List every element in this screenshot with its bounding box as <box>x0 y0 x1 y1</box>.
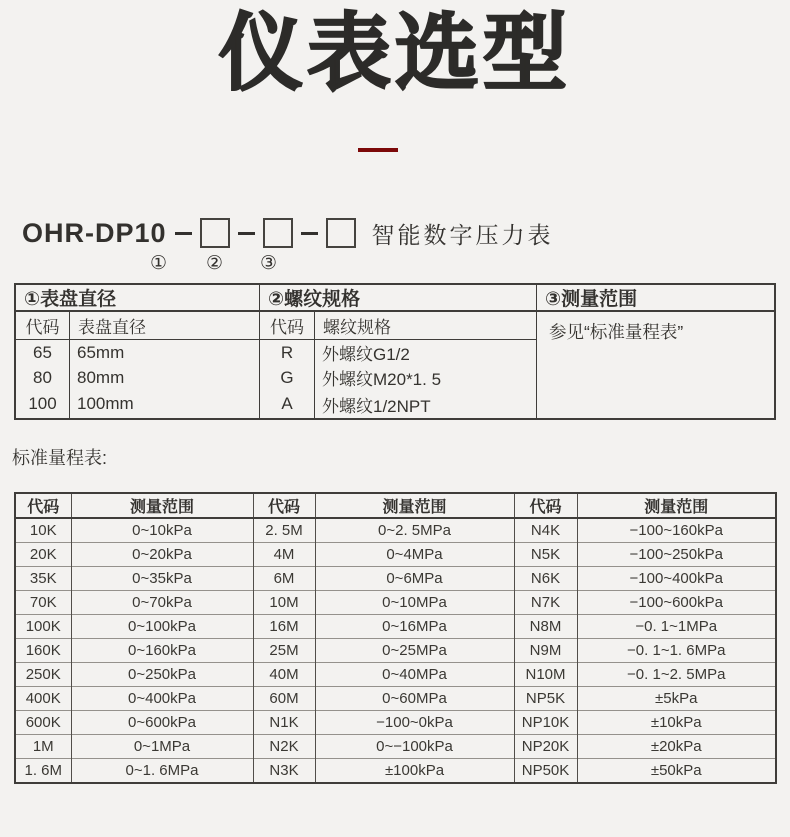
range-cell: 0~10MPa <box>315 591 514 615</box>
range-cell: 0~25MPa <box>315 639 514 663</box>
section-header-thread-spec: ②螺纹规格 <box>260 285 537 312</box>
code-cell: NP10K <box>514 711 577 735</box>
title-accent-dash <box>358 148 398 152</box>
table-row <box>15 759 776 784</box>
range-cell: 0~70kPa <box>71 591 253 615</box>
code-cell: N7K <box>514 591 577 615</box>
thread-code: A <box>260 390 315 418</box>
code-cell: N6K <box>514 567 577 591</box>
table-row <box>15 567 776 591</box>
range-cell: ±100kPa <box>315 759 514 784</box>
section-header-measure-range: ③测量范围 <box>537 285 774 312</box>
thread-code: R <box>260 340 315 365</box>
code-cell: N1K <box>253 711 315 735</box>
thread-value: 外螺纹1/2NPT <box>315 390 537 418</box>
range-cell: 0~4MPa <box>315 543 514 567</box>
dial-code: 65 <box>16 340 70 365</box>
range-table-body <box>15 518 776 783</box>
table-row <box>15 639 776 663</box>
range-cell: 0~35kPa <box>71 567 253 591</box>
range-cell: 0~10kPa <box>71 518 253 543</box>
code-cell: N4K <box>514 518 577 543</box>
range-cell: ±5kPa <box>577 687 776 711</box>
range-cell: 0~40MPa <box>315 663 514 687</box>
code-cell: 20K <box>15 543 71 567</box>
col-header-code: 代码 <box>253 493 315 518</box>
dash-separator <box>238 232 255 235</box>
product-name: 智能数字压力表 <box>371 221 554 248</box>
table-row <box>15 711 776 735</box>
table-row <box>15 663 776 687</box>
dash-separator <box>175 232 192 235</box>
range-cell: 0~1MPa <box>71 735 253 759</box>
range-cell: −100~400kPa <box>577 567 776 591</box>
code-cell: 35K <box>15 567 71 591</box>
col-header-dial-diameter: 表盘直径 <box>70 312 260 340</box>
model-code-line <box>22 216 554 250</box>
col-header-range: 测量范围 <box>71 493 253 518</box>
slot-number-2: ② <box>206 253 224 274</box>
col-header-code: 代码 <box>260 312 315 340</box>
code-cell: 70K <box>15 591 71 615</box>
code-cell: 1. 6M <box>15 759 71 784</box>
thread-value: 外螺纹M20*1. 5 <box>315 365 537 390</box>
code-cell: 16M <box>253 615 315 639</box>
code-cell: 40M <box>253 663 315 687</box>
range-cell: ±10kPa <box>577 711 776 735</box>
table-row <box>15 543 776 567</box>
table-row <box>15 518 776 543</box>
page-title: 仪表选型 <box>218 6 571 100</box>
col-header-range: 测量范围 <box>577 493 776 518</box>
range-cell: 0~600kPa <box>71 711 253 735</box>
col-header-code: 代码 <box>514 493 577 518</box>
code-cell: N8M <box>514 615 577 639</box>
range-cell: 0~2. 5MPa <box>315 518 514 543</box>
standard-range-table <box>14 492 777 784</box>
range-cell: 0~−100kPa <box>315 735 514 759</box>
range-cell: −0. 1~1. 6MPa <box>577 639 776 663</box>
option-slot-box-3 <box>326 218 356 248</box>
range-cell: −100~250kPa <box>577 543 776 567</box>
range-cell: −0. 1~2. 5MPa <box>577 663 776 687</box>
code-cell: 6M <box>253 567 315 591</box>
thread-code: G <box>260 365 315 390</box>
table-row <box>15 615 776 639</box>
code-cell: 600K <box>15 711 71 735</box>
code-cell: 100K <box>15 615 71 639</box>
dial-value: 100mm <box>70 390 260 418</box>
code-cell: N9M <box>514 639 577 663</box>
range-cell: 0~16MPa <box>315 615 514 639</box>
range-cell: ±50kPa <box>577 759 776 784</box>
range-cell: 0~250kPa <box>71 663 253 687</box>
code-cell: N10M <box>514 663 577 687</box>
code-cell: 25M <box>253 639 315 663</box>
slot-number-1: ① <box>150 253 168 274</box>
range-cell: 0~60MPa <box>315 687 514 711</box>
slot-number-3: ③ <box>260 253 278 274</box>
dial-code: 100 <box>16 390 70 418</box>
code-cell: 400K <box>15 687 71 711</box>
code-cell: 160K <box>15 639 71 663</box>
section-header-dial-diameter: ①表盘直径 <box>16 285 260 312</box>
code-cell: NP50K <box>514 759 577 784</box>
col-header-code: 代码 <box>15 493 71 518</box>
range-cell: 0~400kPa <box>71 687 253 711</box>
code-cell: 1M <box>15 735 71 759</box>
col-header-code: 代码 <box>16 312 70 340</box>
table-row <box>15 591 776 615</box>
code-cell: 10M <box>253 591 315 615</box>
code-cell: 2. 5M <box>253 518 315 543</box>
range-cell: ±20kPa <box>577 735 776 759</box>
thread-value: 外螺纹G1/2 <box>315 340 537 365</box>
range-cell: 0~6MPa <box>315 567 514 591</box>
code-cell: NP5K <box>514 687 577 711</box>
range-cell: −100~600kPa <box>577 591 776 615</box>
code-cell: N2K <box>253 735 315 759</box>
range-table-label: 标准量程表: <box>12 448 108 468</box>
dial-value: 65mm <box>70 340 260 365</box>
table-row <box>15 735 776 759</box>
code-cell: 60M <box>253 687 315 711</box>
col-header-range: 测量范围 <box>315 493 514 518</box>
dial-value: 80mm <box>70 365 260 390</box>
code-cell: 250K <box>15 663 71 687</box>
measure-range-note: 参见“标准量程表” <box>549 322 684 342</box>
option-slot-box-2 <box>263 218 293 248</box>
code-cell: N3K <box>253 759 315 784</box>
range-cell: 0~160kPa <box>71 639 253 663</box>
range-cell: 0~100kPa <box>71 615 253 639</box>
range-cell: −100~0kPa <box>315 711 514 735</box>
code-cell: 10K <box>15 518 71 543</box>
code-cell: N5K <box>514 543 577 567</box>
option-slot-box-1 <box>200 218 230 248</box>
code-cell: NP20K <box>514 735 577 759</box>
col-header-thread-spec: 螺纹规格 <box>315 312 537 340</box>
dash-separator <box>301 232 318 235</box>
code-cell: 4M <box>253 543 315 567</box>
range-cell: −0. 1~1MPa <box>577 615 776 639</box>
model-code: OHR-DP10 <box>22 217 167 248</box>
range-cell: 0~20kPa <box>71 543 253 567</box>
range-table-header-row <box>15 493 776 518</box>
table-row <box>15 687 776 711</box>
range-cell: −100~160kPa <box>577 518 776 543</box>
selection-table <box>14 283 776 420</box>
dial-code: 80 <box>16 365 70 390</box>
range-cell: 0~1. 6MPa <box>71 759 253 784</box>
